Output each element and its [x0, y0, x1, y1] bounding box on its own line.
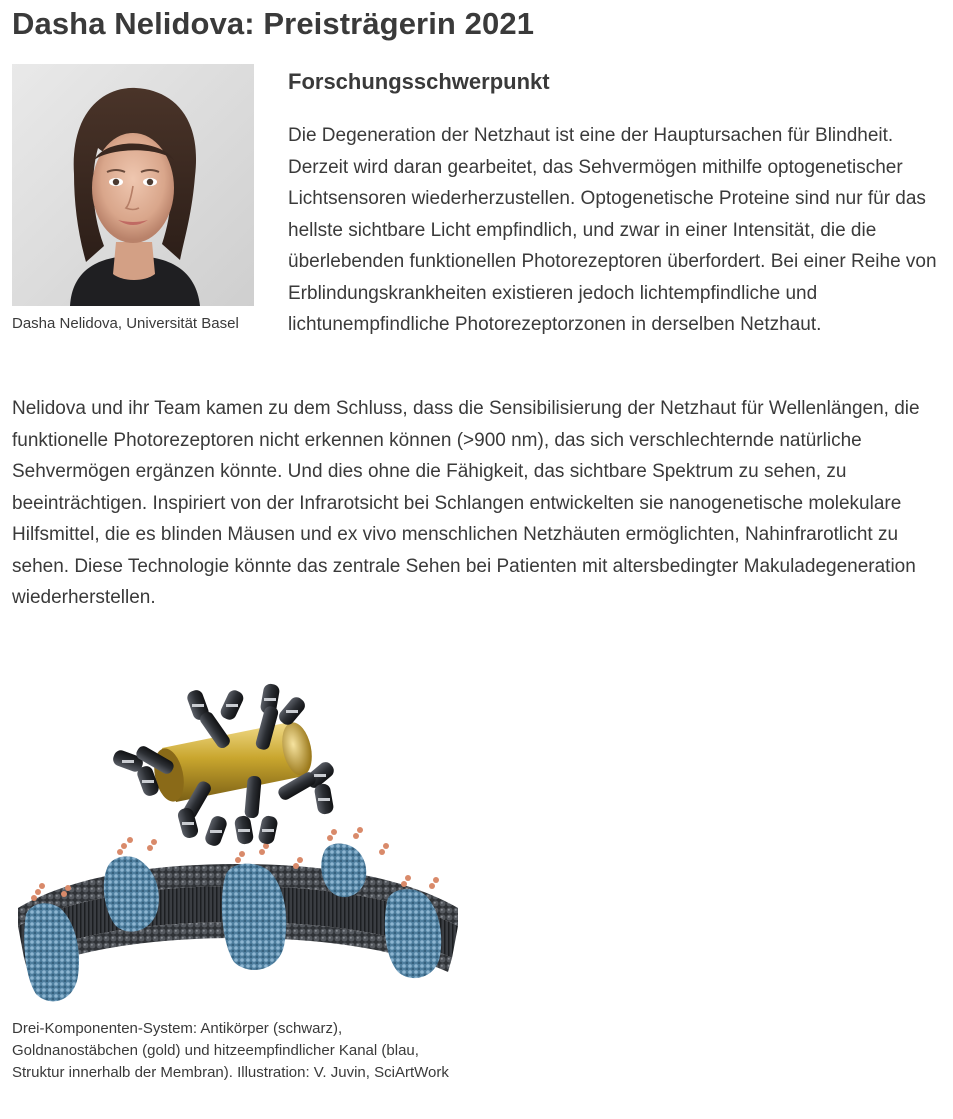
portrait-caption: Dasha Nelidova, Universität Basel: [12, 315, 239, 332]
page-title: Dasha Nelidova: Preisträgerin 2021: [12, 6, 535, 41]
illustration-caption: Drei-Komponenten-System: Antikörper (schwarz), Goldnanostäbchen (gold) und hitzeempfindlicher Kanal (blau, Struktur innerhalb der Membran). Illustration: V. Juvin, SciArtWork: [12, 1020, 449, 1081]
portrait-photo: [12, 64, 254, 306]
body-paragraph: Nelidova und ihr Team kamen zu dem Schluss, dass die Sensibilisierung der Netzhaut für Wellenlängen, die funktionelle Photorezeptoren nicht erkennen können (>900 nm), das sich verschlechternde natürliche Sehvermögen ergänzen könnte. Und dies ohne die Fähigkeit, das sichtbare Spektrum zu sehen, zu beeinträchtigen. Inspiriert von der Infrarotsicht bei Schlangen entwickelten sie nanogenetische molekulare Hilfsmittel, die es blinden Mäusen und ex vivo menschlichen Netzhäuten ermöglichten, Nahinfrarotlicht zu sehen. Diese Technologie könnte das zentrale Sehen bei Patienten mit altersbedingter Makuladegeneration wiederherstellen.: [12, 398, 920, 608]
three-component-illustration: [12, 676, 462, 1011]
section-title: Forschungsschwerpunkt: [288, 69, 550, 94]
lead-paragraph: Die Degeneration der Netzhaut ist eine der Hauptursachen für Blindheit. Derzeit wird daran gearbeitet, das Sehvermögen mithilfe optogenetischer Lichtsensoren wiederherzustellen. Optogenetische Proteine sind nur für das hellste sichtbare Licht empfindlich, und zwar in einer Intensität, die die überlebenden funktionellen Photorezeptoren überfordert. Bei einer Reihe von Erblindungskrankheiten existieren jedoch lichtempfindliche und lichtunempfindliche Photorezeptorzonen in derselben Netzhaut.: [288, 125, 937, 335]
portrait-figure: [12, 64, 254, 335]
illustration-figure: [12, 676, 462, 1084]
